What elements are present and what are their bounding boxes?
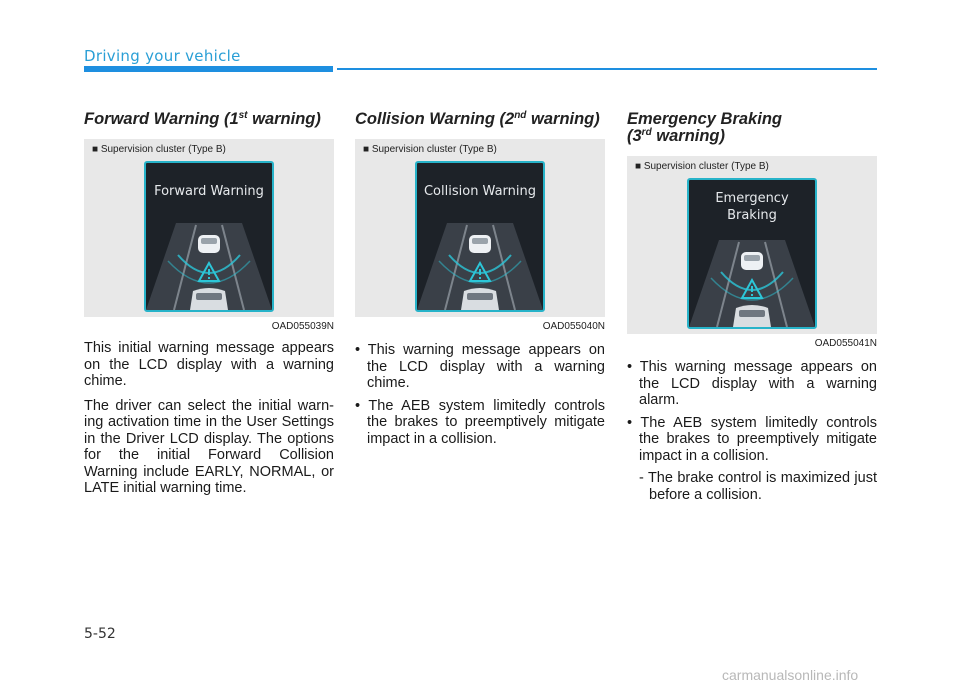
figure-caption: ■ Supervision cluster (Type B) — [363, 144, 497, 155]
cluster-figure — [355, 139, 605, 317]
own-car-window — [467, 293, 493, 300]
list-item: • The AEB system limitedly controls the brakes to preemptively mitigate impact in a collision. — [627, 414, 877, 464]
car-ahead-window — [472, 238, 488, 244]
column-emergency-braking — [627, 111, 877, 503]
screen-message: Emergency Braking — [715, 191, 789, 223]
list-item: • This warning message appears on the LCD display with a warning chime. — [355, 342, 605, 391]
section-title-forward-warning: Forward Warning (1st warning) — [84, 110, 321, 128]
column-forward-warning — [84, 111, 334, 505]
bullet-list — [627, 359, 877, 464]
sub-list-item: - The brake control is maximized just before a collision. — [639, 470, 877, 503]
car-ahead-window — [201, 238, 217, 244]
own-car-window — [196, 293, 222, 300]
lcd-screen — [687, 178, 817, 329]
paragraph: The driver can select the initial warn-ing activation time in the User Settings in the Driver LCD display. The options for the initial Forward Collision Warning include EARLY, NORMAL, or LATE initial warning time. — [84, 397, 334, 496]
list-item: • This warning message appears on the LCD display with a warning alarm. — [627, 359, 877, 408]
cluster-figure — [84, 139, 334, 317]
watermark: carmanualsonline.info — [722, 667, 859, 683]
screen-message: Collision Warning — [423, 184, 537, 199]
page-number: 5-52 — [84, 626, 116, 642]
cluster-figure — [627, 156, 877, 334]
header-rule-thin — [337, 68, 877, 70]
screen-message: Forward Warning — [154, 184, 264, 199]
lcd-screen — [144, 161, 274, 312]
paragraph: This initial warning message appears on the LCD display with a warning chime. — [84, 340, 334, 389]
car-ahead-window — [744, 255, 760, 261]
warning-exclamation — [751, 286, 753, 292]
warning-exclamation — [479, 269, 481, 275]
figure-code: OAD055039N — [271, 321, 334, 332]
section-title-collision-warning: Collision Warning (2nd warning) — [355, 110, 600, 128]
bullet-list — [355, 342, 605, 447]
warning-exclamation-dot — [479, 277, 481, 279]
column-collision-warning — [355, 111, 605, 453]
warning-exclamation — [208, 269, 210, 275]
figure-code: OAD055041N — [814, 338, 877, 349]
warning-exclamation-dot — [751, 294, 753, 296]
figure-caption: ■ Supervision cluster (Type B) — [635, 161, 769, 172]
own-car-window — [739, 310, 765, 317]
warning-exclamation-dot — [208, 277, 210, 279]
lcd-screen — [415, 161, 545, 312]
figure-caption: ■ Supervision cluster (Type B) — [92, 144, 226, 155]
figure-code: OAD055040N — [542, 321, 605, 332]
section-header-title: Driving your vehicle — [84, 47, 241, 65]
section-title-emergency-braking: Emergency Braking (3rd warning) — [627, 110, 782, 145]
header-rule-thick — [84, 66, 333, 72]
list-item: • The AEB system limitedly controls the brakes to preemptively mitigate impact in a collision. — [355, 397, 605, 447]
